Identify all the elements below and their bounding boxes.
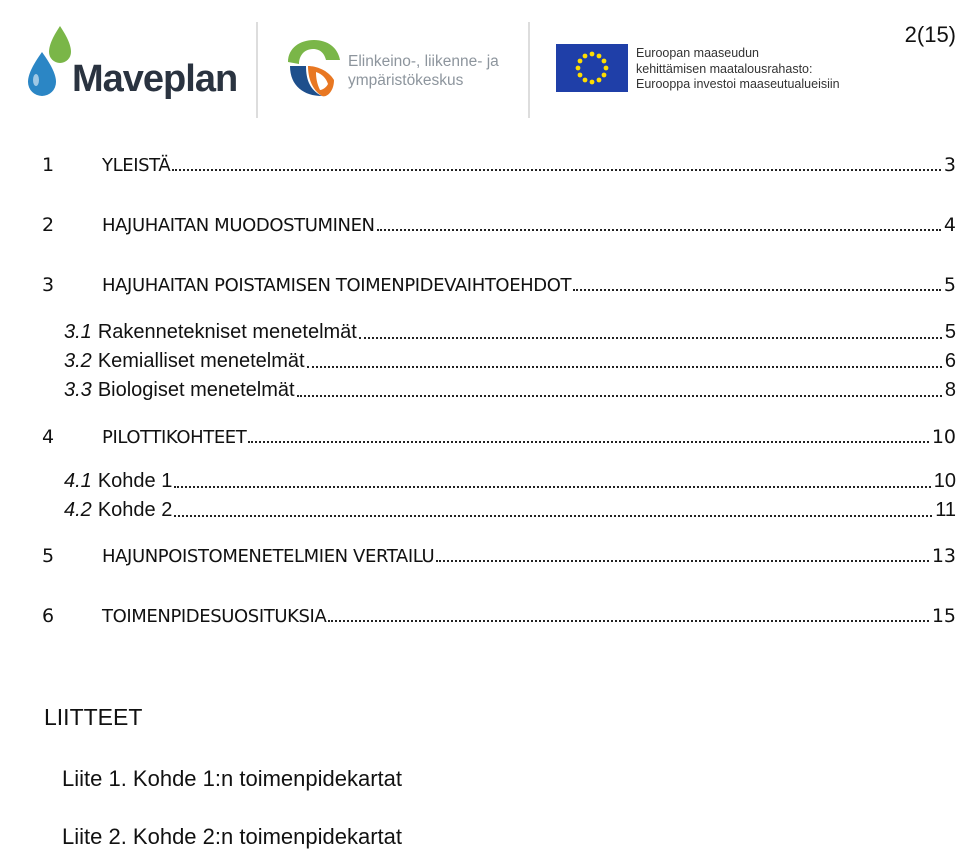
toc-leader <box>573 289 941 291</box>
toc-leader <box>307 366 942 368</box>
toc-leader <box>359 337 942 339</box>
toc-leader <box>328 620 928 622</box>
ely-emblem-icon <box>282 36 344 102</box>
toc-page: 13 <box>931 545 956 567</box>
toc-leader <box>172 169 941 171</box>
toc-number: 3.2 <box>64 350 92 372</box>
eu-caption: Euroopan maaseudun kehittämisen maatalousrahasto: Eurooppa investoi maaseutualueisiin <box>636 46 840 91</box>
toc-subentry[interactable] <box>64 376 956 402</box>
toc-subentry[interactable] <box>64 347 956 373</box>
toc-leader <box>377 229 941 231</box>
toc-subentry[interactable] <box>64 496 956 522</box>
page-number: 2(15) <box>904 22 956 47</box>
ely-name: Elinkeino-, liikenne- ja ympäristökeskus <box>348 53 499 89</box>
toc-page: 6 <box>944 350 956 372</box>
toc-number: 1 <box>42 154 54 176</box>
toc-number: 4 <box>42 426 54 448</box>
toc-page: 5 <box>943 274 956 296</box>
toc-entry[interactable] <box>42 541 956 567</box>
ely-logo <box>282 36 522 102</box>
appendices-heading: LIITTEET <box>44 704 143 730</box>
toc-leader <box>174 486 930 488</box>
toc-title: PILOTTIKOHTEET <box>102 427 247 448</box>
toc-number: 2 <box>42 214 54 236</box>
toc-title: HAJUNPOISTOMENETELMIEN VERTAILU <box>102 546 435 567</box>
eu-logo <box>556 44 876 104</box>
toc-entry[interactable] <box>42 601 956 627</box>
toc-entry[interactable] <box>42 270 956 296</box>
eu-flag-icon <box>556 44 628 92</box>
toc-title: Rakennetekniset menetelmät <box>97 321 357 343</box>
appendix-item: Liite 2. Kohde 2:n toimenpidekartat <box>62 824 403 849</box>
toc-title: TOIMENPIDESUOSITUKSIA <box>102 606 327 627</box>
toc-title: Kemialliset menetelmät <box>97 350 305 372</box>
toc-number: 3.1 <box>64 321 92 343</box>
toc-number: 4.2 <box>64 499 92 521</box>
toc-title: HAJUHAITAN MUODOSTUMINEN <box>102 215 375 236</box>
toc-subentry[interactable] <box>64 467 956 493</box>
logo-divider <box>528 22 530 118</box>
toc-leader <box>436 560 929 562</box>
toc-title: Biologiset menetelmät <box>97 379 295 401</box>
toc-subentry[interactable] <box>64 318 956 344</box>
toc-entry[interactable] <box>42 210 956 236</box>
toc-entry[interactable] <box>42 422 956 448</box>
toc-leader <box>297 395 942 397</box>
toc-page: 4 <box>943 214 956 236</box>
toc-number: 3 <box>42 274 54 296</box>
toc-number: 4.1 <box>64 470 92 492</box>
toc-page: 5 <box>944 321 956 343</box>
maveplan-wordmark: Maveplan <box>72 58 238 100</box>
logo-divider <box>256 22 258 118</box>
toc-page: 10 <box>933 470 956 492</box>
toc-title: HAJUHAITAN POISTAMISEN TOIMENPIDEVAIHTOEHDOT <box>102 275 572 296</box>
toc-page: 11 <box>935 499 956 521</box>
toc-page: 8 <box>944 379 956 401</box>
toc-page: 10 <box>931 426 956 448</box>
toc-title: YLEISTÄ <box>102 155 171 176</box>
toc-page: 15 <box>931 605 956 627</box>
toc-leader <box>248 441 928 443</box>
toc-number: 3.3 <box>64 379 92 401</box>
toc-page: 3 <box>943 154 956 176</box>
toc-entry[interactable] <box>42 150 956 176</box>
toc-number: 5 <box>42 545 54 567</box>
appendix-item: Liite 1. Kohde 1:n toimenpidekartat <box>62 766 403 791</box>
toc-title: Kohde 2 <box>97 499 173 521</box>
toc-title: Kohde 1 <box>97 470 173 492</box>
maveplan-logo <box>22 24 244 104</box>
toc-leader <box>174 515 932 517</box>
toc-number: 6 <box>42 605 54 627</box>
